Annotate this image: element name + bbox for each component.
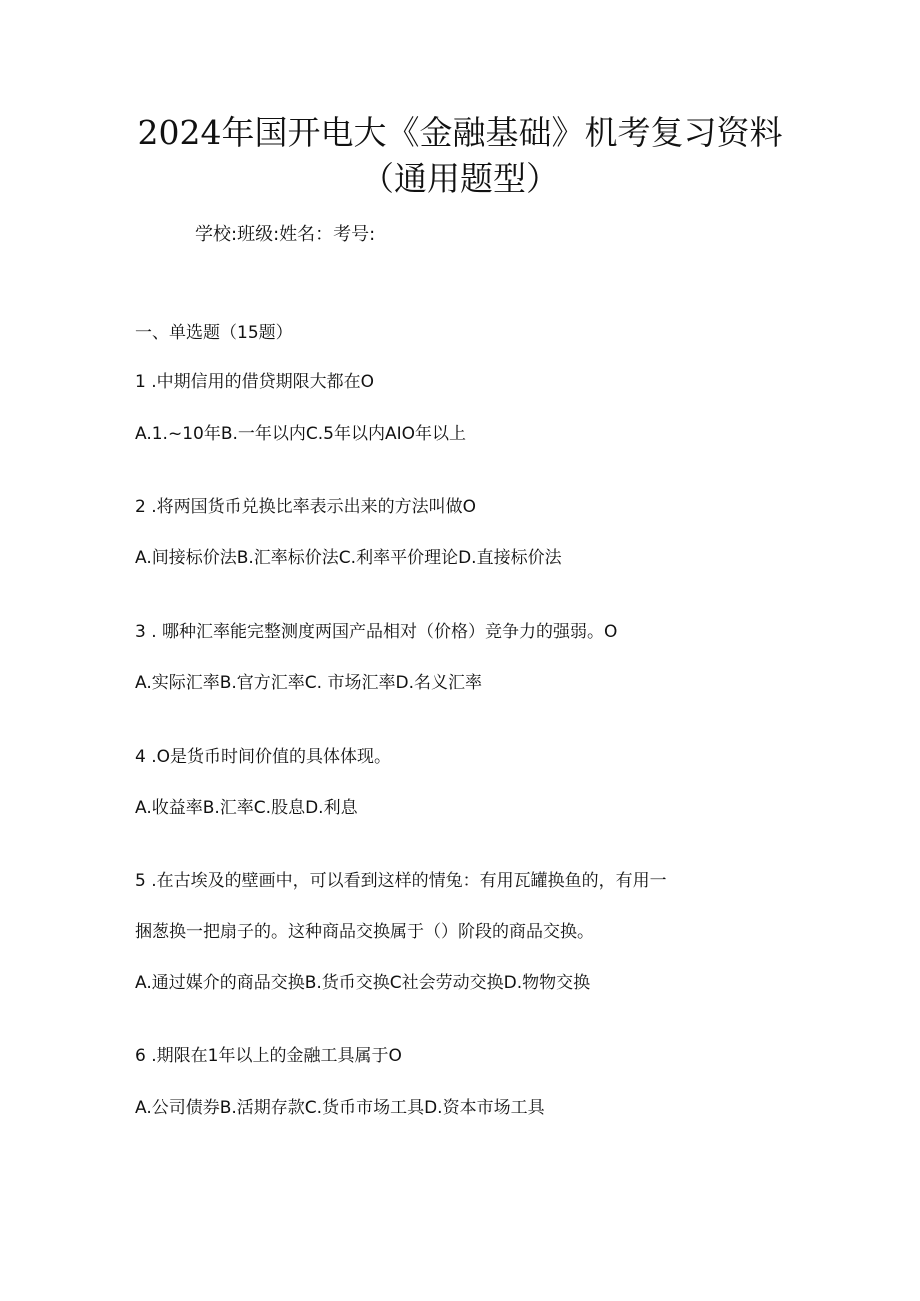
question-2-options: A.间接标价法B.汇率标价法C.利率平价理论D.直接标价法: [135, 548, 562, 568]
question-1-stem: 1 .中期信用的借贷期限大都在O: [135, 372, 375, 392]
question-6-stem: 6 .期限在1年以上的金融工具属于O: [135, 1046, 402, 1066]
section-heading: 一、单选题（15题）: [135, 323, 293, 343]
question-3-stem: 3 . 哪种汇率能完整测度两国产品相对（价格）竞争力的强弱。O: [135, 622, 618, 642]
document-title-line-2: （通用题型）: [361, 159, 559, 198]
school-info-line: 学校:班级:姓名：考号:: [195, 224, 376, 245]
question-5-options: A.通过媒介的商品交换B.货币交换C社会劳动交换D.物物交换: [135, 973, 591, 993]
question-6-options: A.公司债券B.活期存款C.货币市场工具D.资本市场工具: [135, 1098, 545, 1118]
question-5-stem-line-2: 捆葱换一把扇子的。这种商品交换属于（）阶段的商品交换。: [135, 922, 594, 942]
question-4-options: A.收益率B.汇率C.股息D.利息: [135, 798, 358, 818]
question-3-options: A.实际汇率B.官方汇率C. 市场汇率D.名义汇率: [135, 673, 482, 693]
question-5-stem-line-1: 5 .在古埃及的壁画中，可以看到这样的情兔：有用瓦罐换鱼的，有用一: [135, 871, 667, 891]
document-title-line-1: 2024年国开电大《金融基础》机考复习资料: [137, 113, 783, 152]
question-2-stem: 2 .将两国货币兑换比率表示出来的方法叫做O: [135, 497, 477, 517]
question-4-stem: 4 .O是货币时间价值的具体体现。: [135, 747, 392, 767]
question-1-options: A.1.~10年B.一年以内C.5年以内AIO年以上: [135, 424, 467, 444]
